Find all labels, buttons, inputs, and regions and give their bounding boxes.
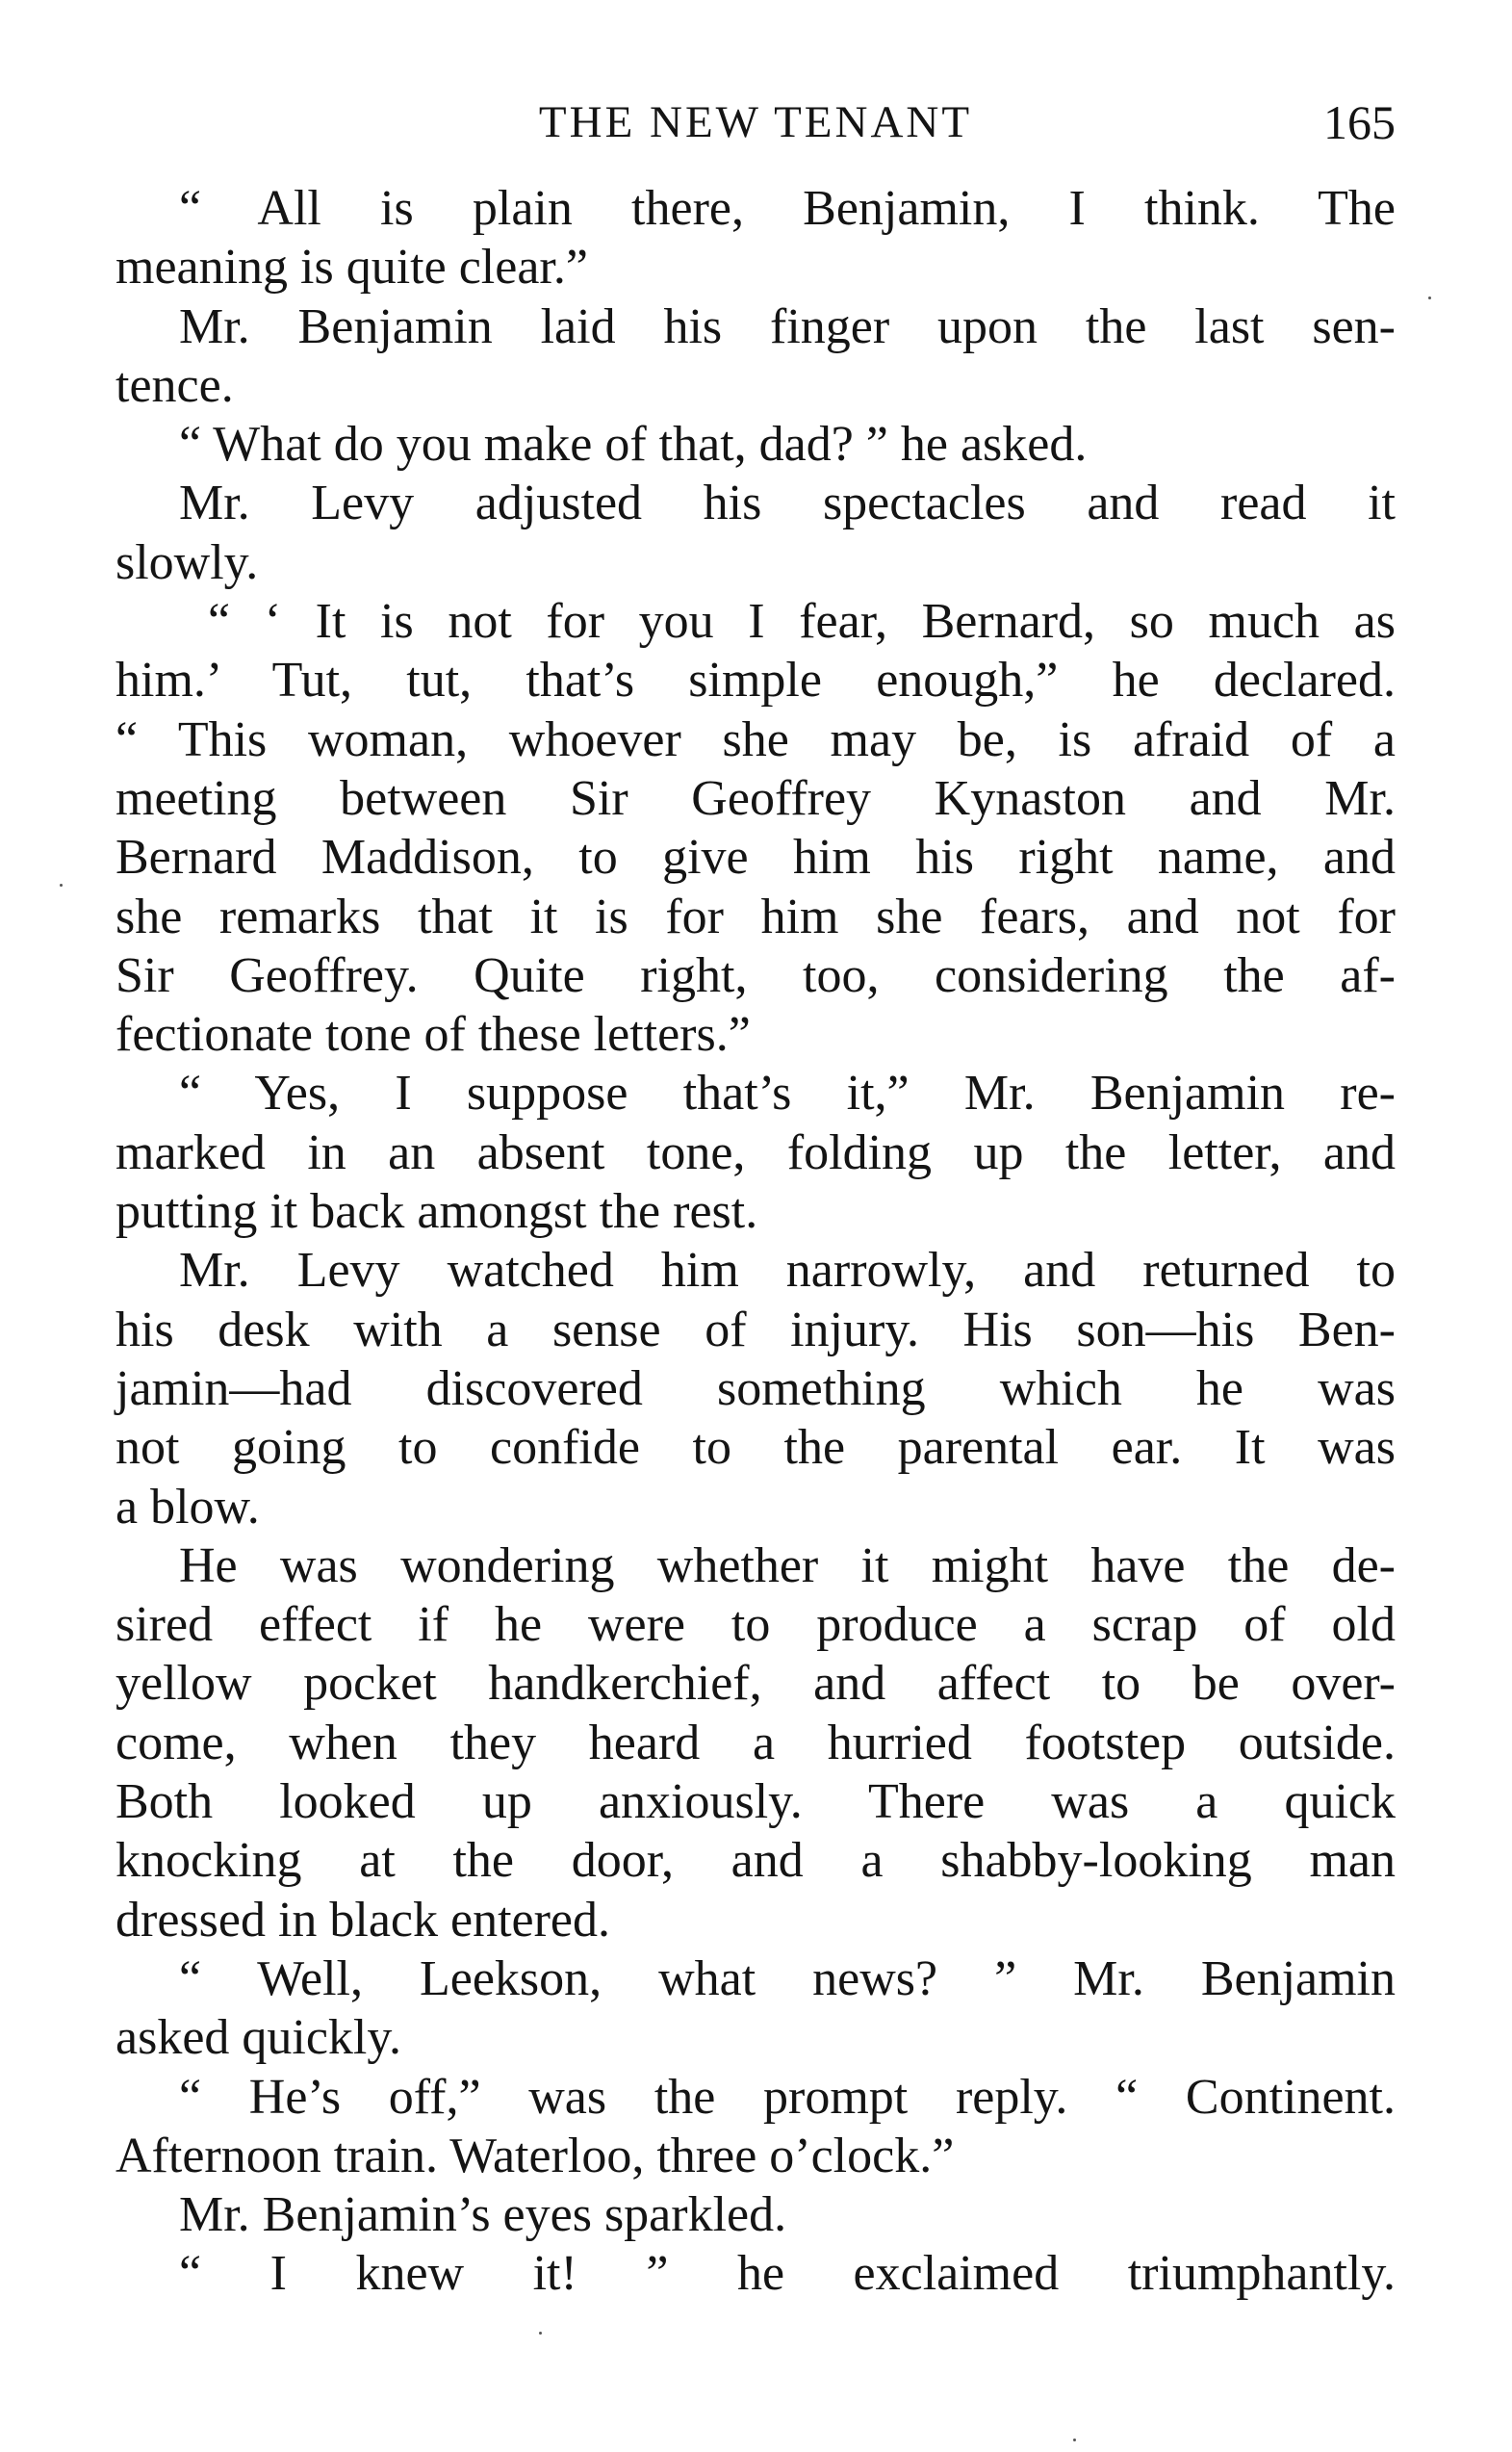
text-line: slowly. xyxy=(115,534,259,590)
text-line: “ This woman, whoever she may be, is afraid of a xyxy=(115,711,1396,767)
page-header xyxy=(115,89,1396,156)
text-line: sired effect if he were to produce a scrap of old xyxy=(115,1597,1396,1653)
text-line: asked quickly. xyxy=(115,2010,401,2066)
text-line: Afternoon train. Waterloo, three o’clock.” xyxy=(115,2128,955,2183)
text-line: “ Yes, I suppose that’s it,” Mr. Benjamin re- xyxy=(179,1066,1396,1122)
text-line: “ He’s off,” was the prompt reply. “ Continent. xyxy=(179,2069,1396,2125)
text-line: putting it back amongst the rest. xyxy=(115,1184,758,1240)
text-line: yellow pocket handkerchief, and affect to be over- xyxy=(115,1656,1396,1712)
print-speck xyxy=(1428,297,1431,299)
text-line: a blow. xyxy=(115,1479,260,1535)
text-line: “ What do you make of that, dad? ” he asked. xyxy=(179,417,1088,473)
text-line: Sir Geoffrey. Quite right, too, considering the af- xyxy=(115,947,1396,1003)
text-line: knocking at the door, and a shabby-looking man xyxy=(115,1833,1396,1889)
text-line: “ All is plain there, Benjamin, I think. The xyxy=(179,181,1396,236)
text-line: “ ‘ It is not for you I fear, Bernard, so much as xyxy=(208,594,1396,650)
text-line: not going to confide to the parental ear. It was xyxy=(115,1420,1396,1476)
text-line: meaning is quite clear.” xyxy=(115,240,588,296)
text-line: fectionate tone of these letters.” xyxy=(115,1007,751,1063)
text-line: tence. xyxy=(115,357,234,413)
body-text xyxy=(115,179,1396,2304)
text-line: dressed in black entered. xyxy=(115,1892,611,1948)
text-line: Mr. Benjamin’s eyes sparkled. xyxy=(179,2187,787,2243)
print-speck xyxy=(1073,2439,1076,2441)
text-line: “ Well, Leekson, what news? ” Mr. Benjamin xyxy=(179,1950,1396,2006)
text-line: marked in an absent tone, folding up the letter, and xyxy=(115,1124,1396,1180)
text-line: his desk with a sense of injury. His son—his Ben- xyxy=(115,1302,1396,1357)
text-line: Both looked up anxiously. There was a quick xyxy=(115,1774,1396,1830)
print-speck xyxy=(539,2332,542,2335)
text-line: He was wondering whether it might have the de- xyxy=(179,1537,1396,1593)
text-line: Mr. Levy adjusted his spectacles and read it xyxy=(179,476,1396,531)
text-line: she remarks that it is for him she fears, and not for xyxy=(115,889,1396,944)
print-speck xyxy=(60,884,63,887)
text-line: Bernard Maddison, to give him his right name, and xyxy=(115,830,1396,886)
text-line: jamin—had discovered something which he was xyxy=(115,1360,1396,1416)
text-line: Mr. Levy watched him narrowly, and returned to xyxy=(179,1243,1396,1299)
page-number: 165 xyxy=(1323,95,1396,149)
text-line: come, when they heard a hurried footstep outside. xyxy=(115,1715,1396,1770)
text-line: him.’ Tut, tut, that’s simple enough,” he declared. xyxy=(115,653,1396,709)
text-line: Mr. Benjamin laid his finger upon the last sen- xyxy=(179,298,1396,354)
running-title: THE NEW TENANT xyxy=(538,97,973,147)
text-line: “ I knew it! ” he exclaimed triumphantly. xyxy=(179,2246,1396,2302)
text-line: meeting between Sir Geoffrey Kynaston and Mr. xyxy=(115,770,1396,826)
